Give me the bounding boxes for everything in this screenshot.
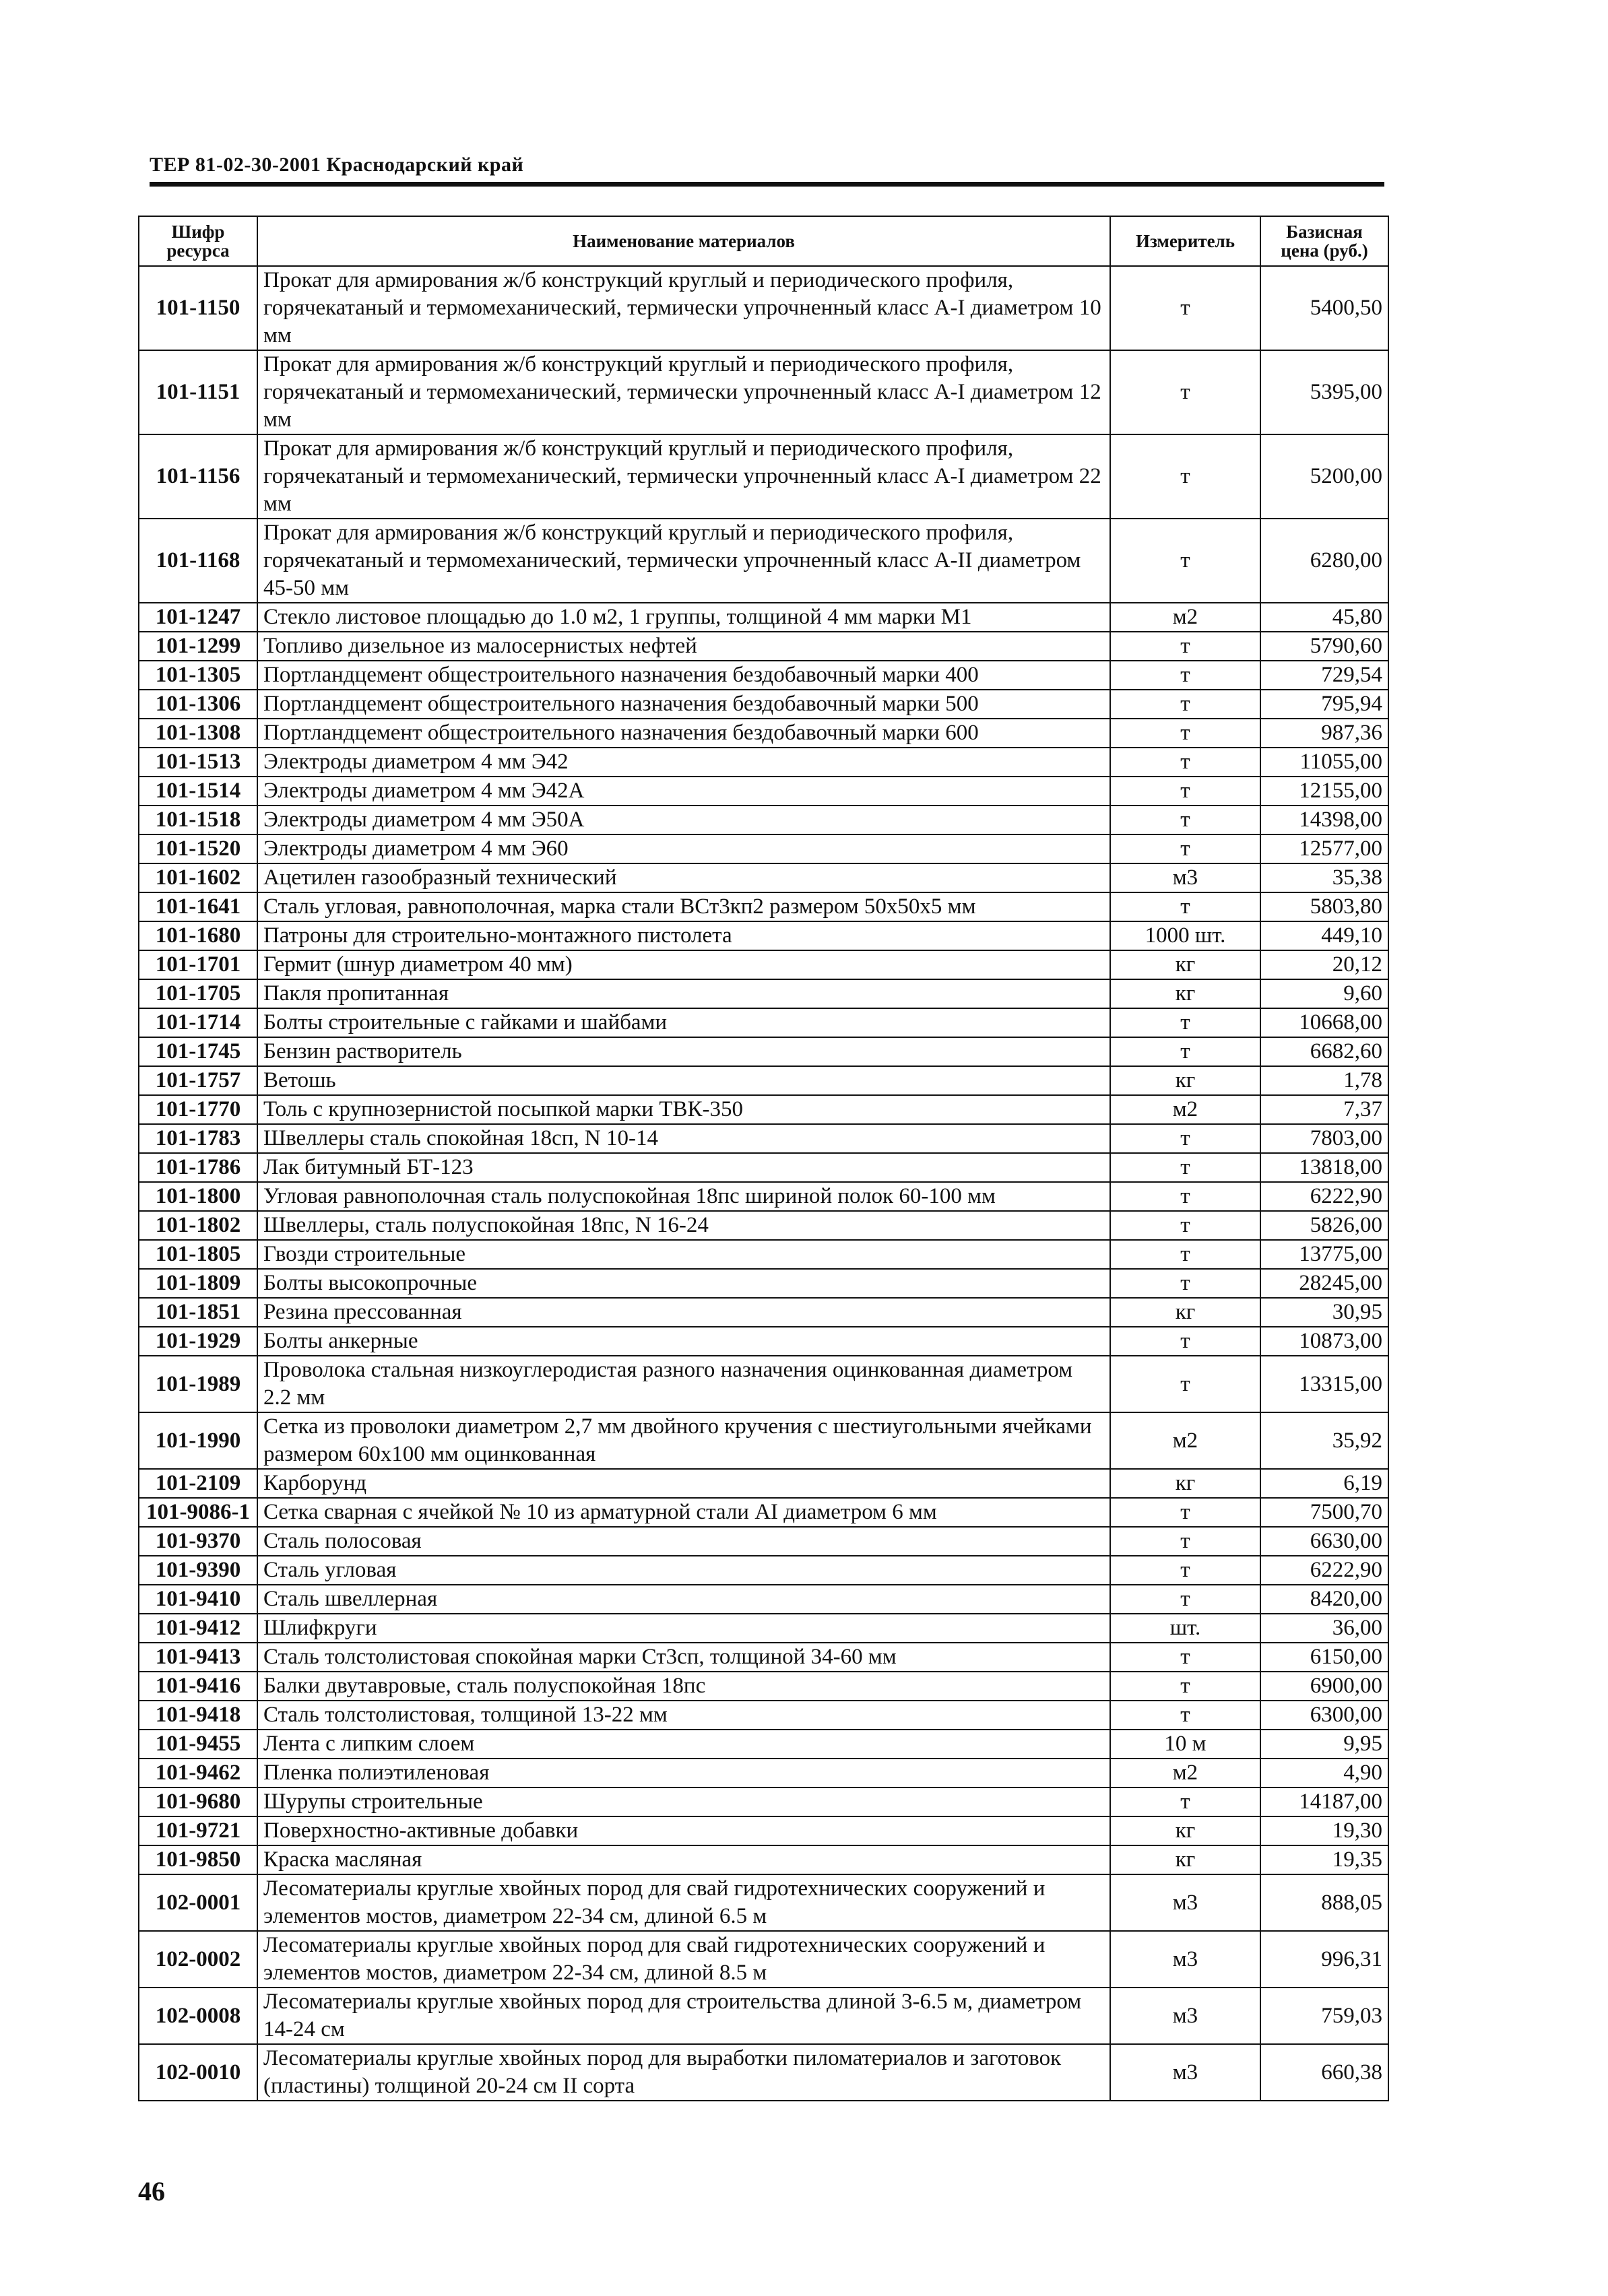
unit-cell: м2 bbox=[1110, 1095, 1260, 1124]
name-cell: Поверхностно-активные добавки bbox=[257, 1816, 1110, 1845]
name-cell: Сталь толстолистовая, толщиной 13-22 мм bbox=[257, 1701, 1110, 1730]
table-row bbox=[139, 632, 1388, 661]
code-cell: 101-1809 bbox=[139, 1269, 257, 1298]
name-cell: Карборунд bbox=[257, 1469, 1110, 1498]
code-cell: 101-9418 bbox=[139, 1701, 257, 1730]
price-cell: 13775,00 bbox=[1260, 1240, 1388, 1269]
table-row bbox=[139, 266, 1388, 350]
unit-cell: т bbox=[1110, 834, 1260, 863]
code-cell: 101-1513 bbox=[139, 748, 257, 777]
code-cell: 101-1305 bbox=[139, 661, 257, 690]
unit-cell: т bbox=[1110, 632, 1260, 661]
price-cell: 6630,00 bbox=[1260, 1527, 1388, 1556]
unit-cell: м3 bbox=[1110, 2044, 1260, 2101]
price-cell: 12577,00 bbox=[1260, 834, 1388, 863]
price-cell: 6682,60 bbox=[1260, 1037, 1388, 1066]
unit-cell: м2 bbox=[1110, 1759, 1260, 1787]
code-cell: 101-9413 bbox=[139, 1643, 257, 1672]
price-cell: 30,95 bbox=[1260, 1298, 1388, 1327]
name-cell: Сетка из проволоки диаметром 2,7 мм двойного кручения с шестиугольными ячейками размером 60х100 мм оцинкованная bbox=[257, 1412, 1110, 1469]
table-row bbox=[139, 1759, 1388, 1787]
unit-cell: т bbox=[1110, 1585, 1260, 1614]
unit-cell: шт. bbox=[1110, 1614, 1260, 1643]
name-cell: Болты высокопрочные bbox=[257, 1269, 1110, 1298]
unit-cell: т bbox=[1110, 1356, 1260, 1412]
price-cell: 6300,00 bbox=[1260, 1701, 1388, 1730]
table-row bbox=[139, 1327, 1388, 1356]
table-row bbox=[139, 1816, 1388, 1845]
name-cell: Портландцемент общестроительного назначения бездобавочный марки 400 bbox=[257, 661, 1110, 690]
name-cell: Шлифкруги bbox=[257, 1614, 1110, 1643]
price-cell: 9,60 bbox=[1260, 979, 1388, 1008]
price-cell: 35,92 bbox=[1260, 1412, 1388, 1469]
code-cell: 101-9086-1 bbox=[139, 1498, 257, 1527]
price-cell: 4,90 bbox=[1260, 1759, 1388, 1787]
unit-cell: 10 м bbox=[1110, 1730, 1260, 1759]
name-cell: Сталь швеллерная bbox=[257, 1585, 1110, 1614]
price-cell: 28245,00 bbox=[1260, 1269, 1388, 1298]
unit-cell: т bbox=[1110, 1153, 1260, 1182]
name-cell: Проволока стальная низкоуглеродистая разного назначения оцинкованная диаметром 2.2 мм bbox=[257, 1356, 1110, 1412]
table-row bbox=[139, 1672, 1388, 1701]
price-cell: 6,19 bbox=[1260, 1469, 1388, 1498]
name-cell: Гвозди строительные bbox=[257, 1240, 1110, 1269]
name-cell: Лесоматериалы круглые хвойных пород для свай гидротехнических сооружений и элементов мостов, диаметром 22-34 см, длиной 6.5 м bbox=[257, 1874, 1110, 1931]
code-cell: 101-1306 bbox=[139, 690, 257, 719]
column-header-code: Шифр ресурса bbox=[139, 216, 257, 266]
code-cell: 101-1168 bbox=[139, 519, 257, 603]
table-row bbox=[139, 1037, 1388, 1066]
unit-cell: кг bbox=[1110, 950, 1260, 979]
name-cell: Прокат для армирования ж/б конструкций круглый и периодического профиля, горячекатаный и термомеханический, термически упрочненный класс A-I диаметром 12 мм bbox=[257, 350, 1110, 434]
name-cell: Прокат для армирования ж/б конструкций круглый и периодического профиля, горячекатаный и термомеханический, термически упрочненный класс A-II диаметром 45-50 мм bbox=[257, 519, 1110, 603]
table-row bbox=[139, 1614, 1388, 1643]
name-cell: Швеллеры, сталь полуспокойная 18пс, N 16-24 bbox=[257, 1211, 1110, 1240]
price-cell: 10873,00 bbox=[1260, 1327, 1388, 1356]
price-cell: 12155,00 bbox=[1260, 777, 1388, 806]
price-cell: 1,78 bbox=[1260, 1066, 1388, 1095]
price-cell: 5400,50 bbox=[1260, 266, 1388, 350]
price-cell: 759,03 bbox=[1260, 1988, 1388, 2044]
code-cell: 101-1805 bbox=[139, 1240, 257, 1269]
table-row bbox=[139, 863, 1388, 892]
unit-cell: т bbox=[1110, 661, 1260, 690]
name-cell: Электроды диаметром 4 мм Э42А bbox=[257, 777, 1110, 806]
name-cell: Толь с крупнозернистой посыпкой марки ТВК-350 bbox=[257, 1095, 1110, 1124]
price-cell: 35,38 bbox=[1260, 863, 1388, 892]
code-cell: 101-9412 bbox=[139, 1614, 257, 1643]
code-cell: 101-1757 bbox=[139, 1066, 257, 1095]
unit-cell: т bbox=[1110, 1643, 1260, 1672]
price-cell: 987,36 bbox=[1260, 719, 1388, 748]
table-header-row bbox=[139, 216, 1388, 266]
header-divider bbox=[150, 182, 1384, 187]
name-cell: Шурупы строительные bbox=[257, 1787, 1110, 1816]
price-cell: 8420,00 bbox=[1260, 1585, 1388, 1614]
name-cell: Электроды диаметром 4 мм Э60 bbox=[257, 834, 1110, 863]
code-cell: 101-1783 bbox=[139, 1124, 257, 1153]
table-row bbox=[139, 1182, 1388, 1211]
page-header bbox=[150, 154, 1384, 187]
name-cell: Лесоматериалы круглые хвойных пород для выработки пиломатериалов и заготовок (пластины) толщиной 20-24 см II сорта bbox=[257, 2044, 1110, 2101]
name-cell: Лак битумный БТ-123 bbox=[257, 1153, 1110, 1182]
name-cell: Балки двутавровые, сталь полуспокойная 18пс bbox=[257, 1672, 1110, 1701]
unit-cell: т bbox=[1110, 1124, 1260, 1153]
unit-cell: т bbox=[1110, 806, 1260, 834]
name-cell: Сталь толстолистовая спокойная марки Ст3сп, толщиной 34-60 мм bbox=[257, 1643, 1110, 1672]
unit-cell: м3 bbox=[1110, 1931, 1260, 1988]
table-row bbox=[139, 350, 1388, 434]
table-row bbox=[139, 1211, 1388, 1240]
price-cell: 13315,00 bbox=[1260, 1356, 1388, 1412]
unit-cell: т bbox=[1110, 1182, 1260, 1211]
code-cell: 101-9390 bbox=[139, 1556, 257, 1585]
name-cell: Гермит (шнур диаметром 40 мм) bbox=[257, 950, 1110, 979]
name-cell: Прокат для армирования ж/б конструкций круглый и периодического профиля, горячекатаный и термомеханический, термически упрочненный класс A-I диаметром 10 мм bbox=[257, 266, 1110, 350]
code-cell: 101-1680 bbox=[139, 921, 257, 950]
price-cell: 660,38 bbox=[1260, 2044, 1388, 2101]
table-row bbox=[139, 434, 1388, 519]
table-row bbox=[139, 1153, 1388, 1182]
table-row bbox=[139, 921, 1388, 950]
name-cell: Лента с липким слоем bbox=[257, 1730, 1110, 1759]
unit-cell: т bbox=[1110, 1008, 1260, 1037]
name-cell: Резина прессованная bbox=[257, 1298, 1110, 1327]
table-row bbox=[139, 1730, 1388, 1759]
table-row bbox=[139, 1787, 1388, 1816]
unit-cell: м2 bbox=[1110, 1412, 1260, 1469]
code-cell: 101-9850 bbox=[139, 1845, 257, 1874]
column-header-name: Наименование материалов bbox=[257, 216, 1110, 266]
code-cell: 101-1990 bbox=[139, 1412, 257, 1469]
price-cell: 795,94 bbox=[1260, 690, 1388, 719]
name-cell: Портландцемент общестроительного назначения бездобавочный марки 500 bbox=[257, 690, 1110, 719]
price-cell: 19,30 bbox=[1260, 1816, 1388, 1845]
page-number: 46 bbox=[138, 2176, 165, 2206]
name-cell: Лесоматериалы круглые хвойных пород для строительства длиной 3-6.5 м, диаметром 14-24 см bbox=[257, 1988, 1110, 2044]
price-cell: 5395,00 bbox=[1260, 350, 1388, 434]
name-cell: Прокат для армирования ж/б конструкций круглый и периодического профиля, горячекатаный и термомеханический, термически упрочненный класс A-I диаметром 22 мм bbox=[257, 434, 1110, 519]
code-cell: 102-0008 bbox=[139, 1988, 257, 2044]
table-row bbox=[139, 519, 1388, 603]
unit-cell: т bbox=[1110, 1240, 1260, 1269]
price-cell: 729,54 bbox=[1260, 661, 1388, 690]
code-cell: 102-0001 bbox=[139, 1874, 257, 1931]
table-row bbox=[139, 1585, 1388, 1614]
code-cell: 101-1150 bbox=[139, 266, 257, 350]
document-title: ТЕР 81-02-30-2001 Краснодарский край bbox=[150, 154, 524, 176]
code-cell: 101-9416 bbox=[139, 1672, 257, 1701]
price-cell: 6222,90 bbox=[1260, 1556, 1388, 1585]
unit-cell: т bbox=[1110, 519, 1260, 603]
unit-cell: т bbox=[1110, 719, 1260, 748]
code-cell: 101-1520 bbox=[139, 834, 257, 863]
unit-cell: м3 bbox=[1110, 1874, 1260, 1931]
unit-cell: кг bbox=[1110, 1298, 1260, 1327]
code-cell: 101-2109 bbox=[139, 1469, 257, 1498]
table-row bbox=[139, 1874, 1388, 1931]
unit-cell: т bbox=[1110, 266, 1260, 350]
table-row bbox=[139, 1356, 1388, 1412]
price-cell: 5826,00 bbox=[1260, 1211, 1388, 1240]
table-row bbox=[139, 1498, 1388, 1527]
code-cell: 101-1518 bbox=[139, 806, 257, 834]
unit-cell: кг bbox=[1110, 1845, 1260, 1874]
code-cell: 101-9721 bbox=[139, 1816, 257, 1845]
code-cell: 101-9455 bbox=[139, 1730, 257, 1759]
code-cell: 101-1745 bbox=[139, 1037, 257, 1066]
unit-cell: т bbox=[1110, 1327, 1260, 1356]
price-cell: 6150,00 bbox=[1260, 1643, 1388, 1672]
price-cell: 6280,00 bbox=[1260, 519, 1388, 603]
name-cell: Топливо дизельное из малосернистых нефтей bbox=[257, 632, 1110, 661]
unit-cell: т bbox=[1110, 1211, 1260, 1240]
name-cell: Сетка сварная с ячейкой № 10 из арматурной стали AI диаметром 6 мм bbox=[257, 1498, 1110, 1527]
code-cell: 101-1641 bbox=[139, 892, 257, 921]
price-cell: 13818,00 bbox=[1260, 1153, 1388, 1182]
table-row bbox=[139, 892, 1388, 921]
name-cell: Электроды диаметром 4 мм Э50А bbox=[257, 806, 1110, 834]
code-cell: 101-1851 bbox=[139, 1298, 257, 1327]
price-cell: 996,31 bbox=[1260, 1931, 1388, 1988]
code-cell: 101-1800 bbox=[139, 1182, 257, 1211]
name-cell: Пакля пропитанная bbox=[257, 979, 1110, 1008]
table-row bbox=[139, 1240, 1388, 1269]
unit-cell: т bbox=[1110, 1556, 1260, 1585]
code-cell: 101-9462 bbox=[139, 1759, 257, 1787]
unit-cell: т bbox=[1110, 434, 1260, 519]
name-cell: Электроды диаметром 4 мм Э42 bbox=[257, 748, 1110, 777]
name-cell: Бензин растворитель bbox=[257, 1037, 1110, 1066]
column-header-price: Базисная цена (руб.) bbox=[1260, 216, 1388, 266]
name-cell: Ацетилен газообразный технический bbox=[257, 863, 1110, 892]
code-cell: 101-1514 bbox=[139, 777, 257, 806]
code-cell: 102-0010 bbox=[139, 2044, 257, 2101]
code-cell: 101-1701 bbox=[139, 950, 257, 979]
table-row bbox=[139, 806, 1388, 834]
price-cell: 20,12 bbox=[1260, 950, 1388, 979]
price-cell: 888,05 bbox=[1260, 1874, 1388, 1931]
table-row bbox=[139, 603, 1388, 632]
price-cell: 5200,00 bbox=[1260, 434, 1388, 519]
code-cell: 101-1929 bbox=[139, 1327, 257, 1356]
price-cell: 6900,00 bbox=[1260, 1672, 1388, 1701]
price-cell: 45,80 bbox=[1260, 603, 1388, 632]
code-cell: 101-1156 bbox=[139, 434, 257, 519]
table-row bbox=[139, 1008, 1388, 1037]
code-cell: 101-1770 bbox=[139, 1095, 257, 1124]
unit-cell: т bbox=[1110, 748, 1260, 777]
unit-cell: т bbox=[1110, 777, 1260, 806]
code-cell: 101-1151 bbox=[139, 350, 257, 434]
materials-table bbox=[138, 216, 1389, 2101]
name-cell: Швеллеры сталь спокойная 18сп, N 10-14 bbox=[257, 1124, 1110, 1153]
price-cell: 6222,90 bbox=[1260, 1182, 1388, 1211]
code-cell: 101-9680 bbox=[139, 1787, 257, 1816]
price-cell: 14398,00 bbox=[1260, 806, 1388, 834]
unit-cell: т bbox=[1110, 1787, 1260, 1816]
unit-cell: кг bbox=[1110, 1066, 1260, 1095]
table-row bbox=[139, 1124, 1388, 1153]
table-row bbox=[139, 1298, 1388, 1327]
name-cell: Угловая равнополочная сталь полуспокойная 18пс шириной полок 60-100 мм bbox=[257, 1182, 1110, 1211]
price-cell: 10668,00 bbox=[1260, 1008, 1388, 1037]
price-cell: 449,10 bbox=[1260, 921, 1388, 950]
unit-cell: т bbox=[1110, 1037, 1260, 1066]
unit-cell: 1000 шт. bbox=[1110, 921, 1260, 950]
price-cell: 9,95 bbox=[1260, 1730, 1388, 1759]
name-cell: Сталь угловая bbox=[257, 1556, 1110, 1585]
table-row bbox=[139, 1931, 1388, 1988]
unit-cell: т bbox=[1110, 1498, 1260, 1527]
table-row bbox=[139, 1845, 1388, 1874]
unit-cell: т bbox=[1110, 350, 1260, 434]
table-row bbox=[139, 661, 1388, 690]
table-row bbox=[139, 1556, 1388, 1585]
table-row bbox=[139, 1643, 1388, 1672]
table-row bbox=[139, 2044, 1388, 2101]
price-cell: 36,00 bbox=[1260, 1614, 1388, 1643]
table-row bbox=[139, 748, 1388, 777]
table-row bbox=[139, 1988, 1388, 2044]
code-cell: 101-1299 bbox=[139, 632, 257, 661]
table-row bbox=[139, 690, 1388, 719]
unit-cell: м2 bbox=[1110, 603, 1260, 632]
price-cell: 5803,80 bbox=[1260, 892, 1388, 921]
price-cell: 19,35 bbox=[1260, 1845, 1388, 1874]
unit-cell: т bbox=[1110, 1269, 1260, 1298]
price-cell: 7500,70 bbox=[1260, 1498, 1388, 1527]
unit-cell: кг bbox=[1110, 979, 1260, 1008]
name-cell: Патроны для строительно-монтажного пистолета bbox=[257, 921, 1110, 950]
code-cell: 101-1602 bbox=[139, 863, 257, 892]
code-cell: 101-1989 bbox=[139, 1356, 257, 1412]
table-row bbox=[139, 1095, 1388, 1124]
price-cell: 11055,00 bbox=[1260, 748, 1388, 777]
table-row bbox=[139, 719, 1388, 748]
table-row bbox=[139, 1701, 1388, 1730]
unit-cell: т bbox=[1110, 1672, 1260, 1701]
code-cell: 101-9410 bbox=[139, 1585, 257, 1614]
unit-cell: м3 bbox=[1110, 1988, 1260, 2044]
code-cell: 102-0002 bbox=[139, 1931, 257, 1988]
column-header-unit: Измеритель bbox=[1110, 216, 1260, 266]
price-cell: 5790,60 bbox=[1260, 632, 1388, 661]
unit-cell: кг bbox=[1110, 1816, 1260, 1845]
price-cell: 14187,00 bbox=[1260, 1787, 1388, 1816]
code-cell: 101-1786 bbox=[139, 1153, 257, 1182]
code-cell: 101-1705 bbox=[139, 979, 257, 1008]
table-row bbox=[139, 979, 1388, 1008]
table-row bbox=[139, 1412, 1388, 1469]
code-cell: 101-1308 bbox=[139, 719, 257, 748]
table-row bbox=[139, 950, 1388, 979]
code-cell: 101-1802 bbox=[139, 1211, 257, 1240]
table-row bbox=[139, 834, 1388, 863]
unit-cell: т bbox=[1110, 1701, 1260, 1730]
price-cell: 7,37 bbox=[1260, 1095, 1388, 1124]
code-cell: 101-1247 bbox=[139, 603, 257, 632]
code-cell: 101-1714 bbox=[139, 1008, 257, 1037]
table-row bbox=[139, 1066, 1388, 1095]
unit-cell: т bbox=[1110, 1527, 1260, 1556]
unit-cell: т bbox=[1110, 892, 1260, 921]
table-row bbox=[139, 1469, 1388, 1498]
name-cell: Портландцемент общестроительного назначения бездобавочный марки 600 bbox=[257, 719, 1110, 748]
name-cell: Краска масляная bbox=[257, 1845, 1110, 1874]
name-cell: Ветошь bbox=[257, 1066, 1110, 1095]
price-cell: 7803,00 bbox=[1260, 1124, 1388, 1153]
table-row bbox=[139, 1527, 1388, 1556]
unit-cell: м3 bbox=[1110, 863, 1260, 892]
name-cell: Сталь полосовая bbox=[257, 1527, 1110, 1556]
code-cell: 101-9370 bbox=[139, 1527, 257, 1556]
name-cell: Стекло листовое площадью до 1.0 м2, 1 группы, толщиной 4 мм марки М1 bbox=[257, 603, 1110, 632]
name-cell: Сталь угловая, равнополочная, марка стали ВСт3кп2 размером 50х50х5 мм bbox=[257, 892, 1110, 921]
name-cell: Болты анкерные bbox=[257, 1327, 1110, 1356]
name-cell: Болты строительные с гайками и шайбами bbox=[257, 1008, 1110, 1037]
table-row bbox=[139, 1269, 1388, 1298]
name-cell: Лесоматериалы круглые хвойных пород для свай гидротехнических сооружений и элементов мостов, диаметром 22-34 см, длиной 8.5 м bbox=[257, 1931, 1110, 1988]
table-row bbox=[139, 777, 1388, 806]
unit-cell: кг bbox=[1110, 1469, 1260, 1498]
unit-cell: т bbox=[1110, 690, 1260, 719]
name-cell: Пленка полиэтиленовая bbox=[257, 1759, 1110, 1787]
